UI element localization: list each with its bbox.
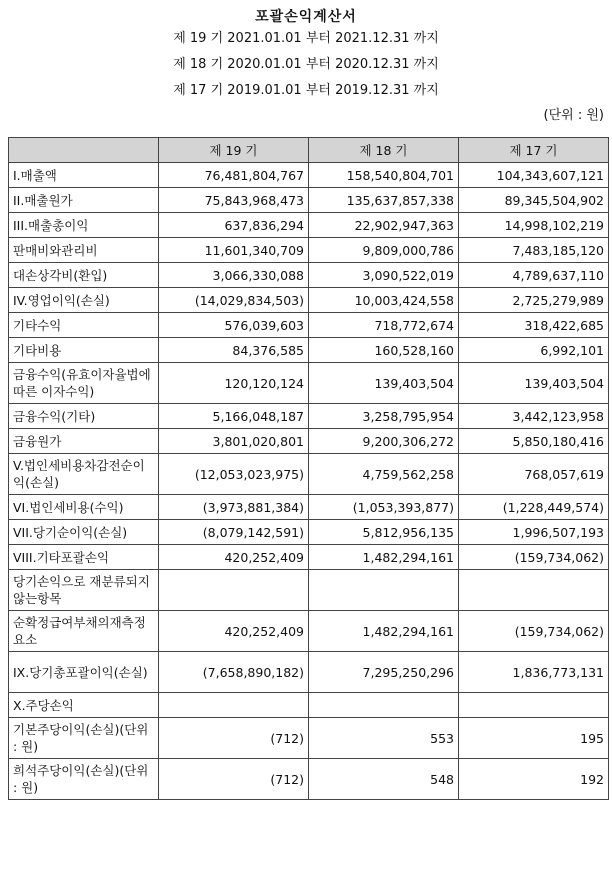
value-18 [309,693,459,718]
table-row [9,611,609,652]
value-19: (7,658,890,182) [159,652,309,693]
table-row [9,495,609,520]
value-17: 1,996,507,193 [459,520,609,545]
row-label: 판매비와관리비 [9,238,159,263]
row-label: II.매출원가 [9,188,159,213]
row-label: X.주당손익 [9,693,159,718]
table-row [9,570,609,611]
value-17: 4,789,637,110 [459,263,609,288]
header-row [9,138,609,163]
value-19 [159,693,309,718]
value-17: 768,057,619 [459,454,609,495]
row-label: 기본주당이익(손실)(단위 : 원) [9,718,159,759]
value-18: 9,200,306,272 [309,429,459,454]
row-label: 기타수익 [9,313,159,338]
statement-title: 포괄손익계산서 [255,9,357,25]
value-19: 120,120,124 [159,363,309,404]
header-18: 제 18 기 [309,138,459,163]
unit-label: (단위 : 원) [543,108,604,123]
value-17: 5,850,180,416 [459,429,609,454]
table-row [9,693,609,718]
value-17: 195 [459,718,609,759]
value-19: 3,066,330,088 [159,263,309,288]
row-label: IX.당기총포괄이익(손실) [9,652,159,693]
value-18: 4,759,562,258 [309,454,459,495]
value-18: 139,403,504 [309,363,459,404]
value-18: 160,528,160 [309,338,459,363]
value-18: 5,812,956,135 [309,520,459,545]
table-row [9,188,609,213]
row-label: 금융수익(유효이자율법에 따른 이자수익) [9,363,159,404]
value-18: 158,540,804,701 [309,163,459,188]
table-row [9,238,609,263]
table-row [9,718,609,759]
value-17: 1,836,773,131 [459,652,609,693]
value-19 [159,570,309,611]
header-19: 제 19 기 [159,138,309,163]
row-label: I.매출액 [9,163,159,188]
value-18: 9,809,000,786 [309,238,459,263]
table-row [9,363,609,404]
table-row [9,429,609,454]
row-label: III.매출총이익 [9,213,159,238]
value-17: 7,483,185,120 [459,238,609,263]
value-19: 420,252,409 [159,545,309,570]
value-19: (712) [159,718,309,759]
value-17 [459,693,609,718]
row-label: 기타비용 [9,338,159,363]
table-row [9,213,609,238]
row-label: IV.영업이익(손실) [9,288,159,313]
table-row [9,404,609,429]
table-row [9,338,609,363]
row-label: VIII.기타포괄손익 [9,545,159,570]
value-18: 22,902,947,363 [309,213,459,238]
value-17: (159,734,062) [459,545,609,570]
period-line-17: 제 17 기 2019.01.01 부터 2019.12.31 까지 [173,83,439,98]
row-label: VI.법인세비용(수익) [9,495,159,520]
value-19: 76,481,804,767 [159,163,309,188]
table-row [9,759,609,800]
value-17 [459,570,609,611]
value-18: 1,482,294,161 [309,611,459,652]
value-19: 637,836,294 [159,213,309,238]
header-blank [9,138,159,163]
table-row [9,520,609,545]
value-17: 89,345,504,902 [459,188,609,213]
value-19: (3,973,881,384) [159,495,309,520]
value-18: 718,772,674 [309,313,459,338]
table-row [9,652,609,693]
value-17: 3,442,123,958 [459,404,609,429]
period-line-19: 제 19 기 2021.01.01 부터 2021.12.31 까지 [173,31,439,46]
value-19: (14,029,834,503) [159,288,309,313]
value-18: (1,053,393,877) [309,495,459,520]
value-18: 548 [309,759,459,800]
value-19: 420,252,409 [159,611,309,652]
value-18: 1,482,294,161 [309,545,459,570]
value-18: 3,258,795,954 [309,404,459,429]
value-19: 75,843,968,473 [159,188,309,213]
value-18: 3,090,522,019 [309,263,459,288]
value-19: 5,166,048,187 [159,404,309,429]
row-label: 금융수익(기타) [9,404,159,429]
row-label: 금융원가 [9,429,159,454]
value-19: 11,601,340,709 [159,238,309,263]
value-19: (8,079,142,591) [159,520,309,545]
value-19: (712) [159,759,309,800]
period-line-18: 제 18 기 2020.01.01 부터 2020.12.31 까지 [173,57,439,72]
value-17: 6,992,101 [459,338,609,363]
value-17: (1,228,449,574) [459,495,609,520]
value-19: 84,376,585 [159,338,309,363]
value-18 [309,570,459,611]
value-17: 14,998,102,219 [459,213,609,238]
row-label: 순확정급여부채의재측정요소 [9,611,159,652]
value-19: 576,039,603 [159,313,309,338]
value-17: 139,403,504 [459,363,609,404]
row-label: 대손상각비(환입) [9,263,159,288]
table-row [9,454,609,495]
row-label: 희석주당이익(손실)(단위 : 원) [9,759,159,800]
row-label: 당기손익으로 재분류되지 않는항목 [9,570,159,611]
value-17: 192 [459,759,609,800]
table-row [9,288,609,313]
value-17: 104,343,607,121 [459,163,609,188]
value-17: 318,422,685 [459,313,609,338]
value-18: 135,637,857,338 [309,188,459,213]
table-row [9,263,609,288]
table-row [9,545,609,570]
value-18: 553 [309,718,459,759]
value-18: 7,295,250,296 [309,652,459,693]
value-17: 2,725,279,989 [459,288,609,313]
income-statement-table [8,137,609,800]
value-19: (12,053,023,975) [159,454,309,495]
table-row [9,313,609,338]
value-19: 3,801,020,801 [159,429,309,454]
table-row [9,163,609,188]
header-17: 제 17 기 [459,138,609,163]
row-label: V.법인세비용차감전순이익(손실) [9,454,159,495]
value-17: (159,734,062) [459,611,609,652]
row-label: VII.당기순이익(손실) [9,520,159,545]
value-18: 10,003,424,558 [309,288,459,313]
